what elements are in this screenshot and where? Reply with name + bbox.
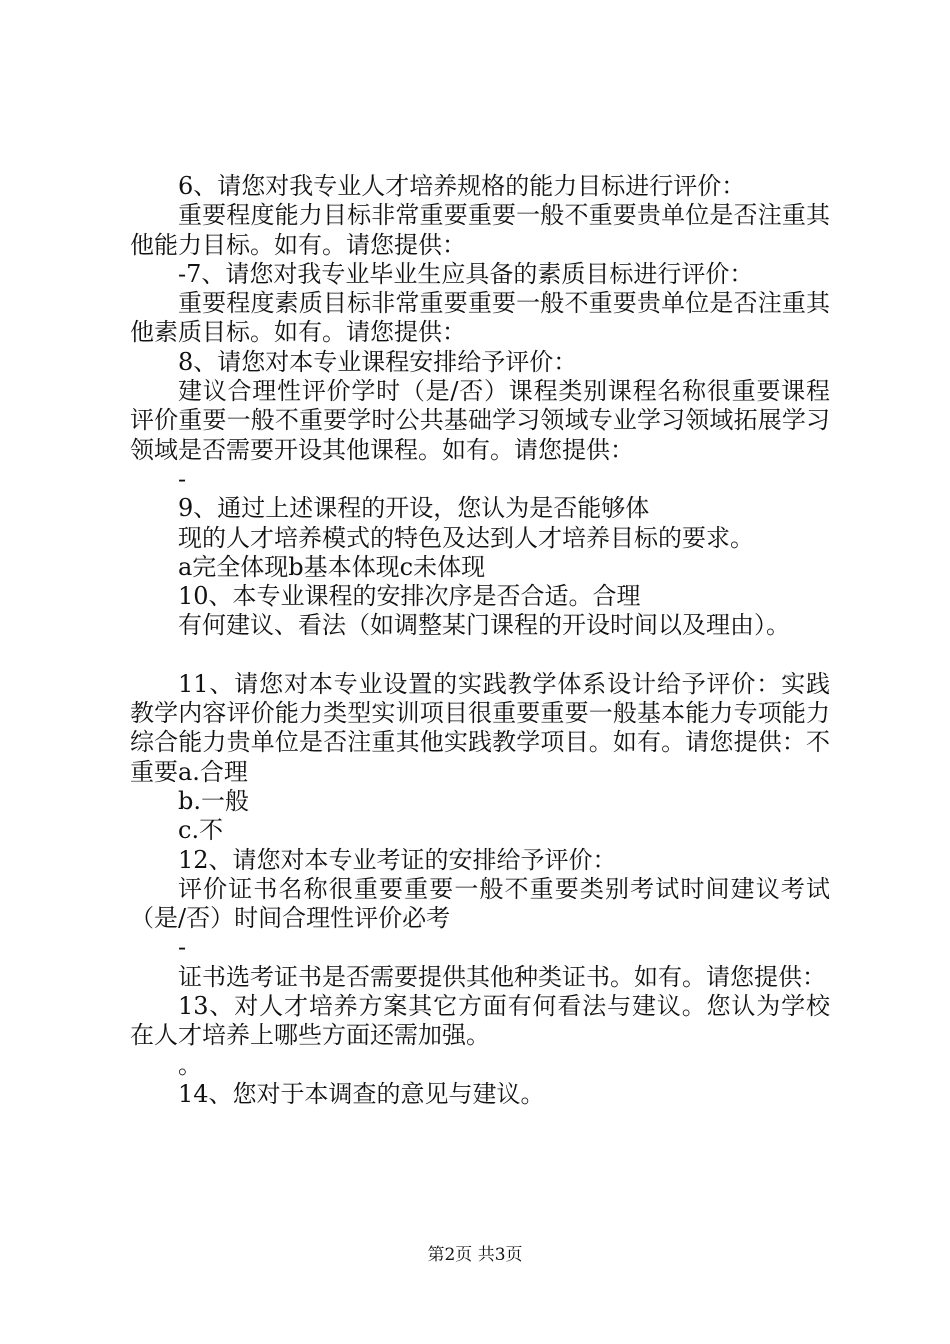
question-9-continued: 现的人才培养模式的特色及达到人才培养目标的要求。 [178,523,754,552]
dash-line: - [178,464,187,493]
question-13: 13、对人才培养方案其它方面有何看法与建议。您认为学校在人才培养上哪些方面还需加强。 [130,992,830,1050]
question-6-detail: 重要程度能力目标非常重要重要一般不重要贵单位是否注重其他能力目标。如有。请您提供： [130,201,830,259]
page-footer: 第2页 共3页 [427,1245,523,1265]
question-10-detail: 有何建议、看法（如调整某门课程的开设时间以及理由）。 [178,611,790,640]
question-12-certificates: 证书选考证书是否需要提供其他种类证书。如有。请您提供： [178,962,826,991]
question-6: 6、请您对我专业人才培养规格的能力目标进行评价： [178,172,746,200]
question-12-detail: 评价证书名称很重要重要一般不重要类别考试时间建议考试（是/否）时间合理性评价必考 [130,874,830,933]
question-12: 12、请您对本专业考证的安排给予评价： [178,845,617,874]
question-9-options: a完全体现b基本体现c未体现 [178,552,486,581]
question-8-detail: 建议合理性评价学时（是/否）课程类别课程名称很重要课程评价重要一般不重要学时公共基础学习领域专业学习领域拓展学习领域是否需要开设其他课程。如有。请您提供： [130,377,830,464]
question-7: -7、请您对我专业毕业生应具备的素质目标进行评价： [178,259,754,288]
question-14: 14、您对于本调查的意见与建议。 [178,1079,545,1108]
question-11-option-b: b.一般 [178,786,249,815]
document-body [130,172,830,1109]
spacer [130,641,830,670]
period-line: 。 [178,1050,202,1079]
question-10: 10、本专业课程的安排次序是否合适。合理 [178,582,641,611]
question-7-detail: 重要程度素质目标非常重要重要一般不重要贵单位是否注重其他素质目标。如有。请您提供： [130,289,830,347]
dash-line-2: - [178,933,187,962]
question-11-option-c: c.不 [178,816,224,845]
question-9: 9、通过上述课程的开设，您认为是否能够体 [178,494,650,523]
question-11: 11、请您对本专业设置的实践教学体系设计给予评价：实践教学内容评价能力类型实训项目很重要重要一般基本能力专项能力综合能力贵单位是否注重其他实践教学项目。如有。请您提供：不重要a.合理 [130,669,830,786]
question-8: 8、请您对本专业课程安排给予评价： [178,347,578,376]
